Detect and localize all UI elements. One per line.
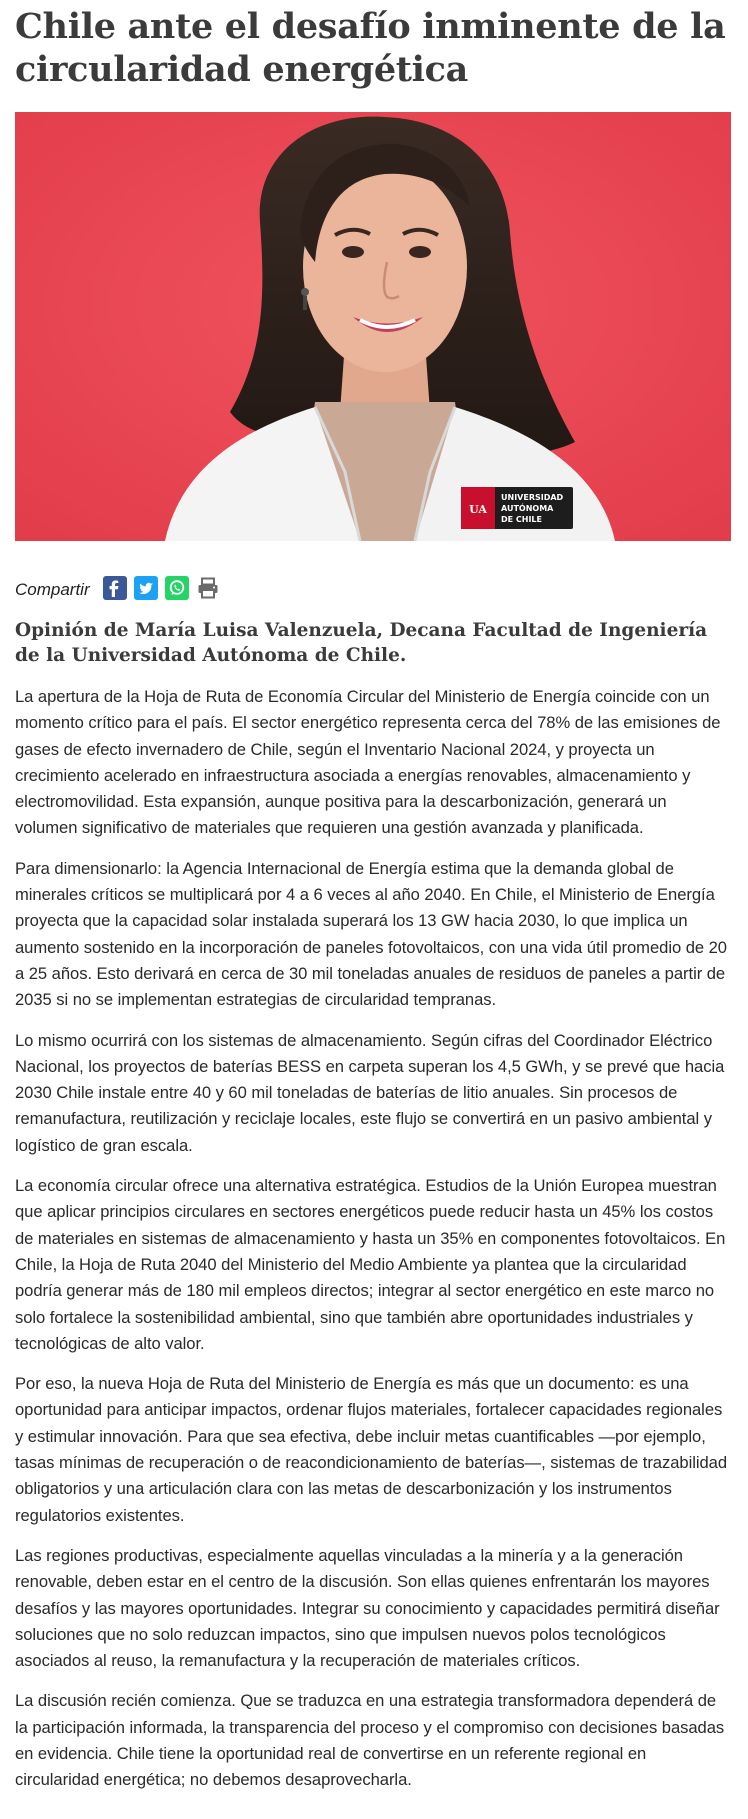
badge-logo: UA bbox=[469, 503, 487, 516]
whatsapp-icon[interactable] bbox=[165, 576, 189, 600]
share-label: Compartir bbox=[15, 580, 90, 599]
article bbox=[15, 0, 731, 1790]
badge-line-3: DE CHILE bbox=[501, 515, 542, 524]
paragraph: Por eso, la nueva Hoja de Ruta del Ministerio de Energía es más que un documento: es una oportunidad para anticipar impactos, ordenar flujos materiales, fortalecer capacidades regionales y estimular innovación. Para que sea efectiva, debe incluir metas cuantificables —por ejemplo, tasas mínimas de recuperación o de reacondicionamiento de baterías—, sistemas de trazabilidad obligatorios y una articulación clara con las metas de descarbonización y los instrumentos regulatorios existentes. bbox=[15, 1374, 728, 1525]
paragraph: Las regiones productivas, especialmente aquellas vinculadas a la minería y a la generación renovable, deben estar en el centro de la discusión. Son ellas quienes enfrentarán los mayores desafíos y las mayores oportunidades. Integrar su conocimiento y capacidades permitirá diseñar soluciones que no solo reduzcan impactos, sino que impulsen nuevos polos tecnológicos asociados al reuso, la remanufactura y la recuperación de materiales críticos. bbox=[15, 1545, 720, 1671]
paragraph: Para dimensionarlo: la Agencia Internacional de Energía estima que la demanda global de minerales críticos se multiplicará por 4 a 6 veces al año 2040. En Chile, el Ministerio de Energía proyecta que la capacidad solar instalada superará los 13 GW hacia 2030, lo que implica un aumento sostenido en la incorporación de paneles fotovoltaicos, con una vida útil promedio de 20 a 25 años. Esto derivará en cerca de 30 mil toneladas anuales de residuos de paneles a partir de 2035 si no se implementan estrategias de circularidad tempranas. bbox=[15, 858, 727, 1010]
article-title: Chile ante el desafío inminente de la circularidad energética bbox=[15, 6, 726, 90]
university-badge bbox=[461, 487, 573, 529]
print-icon[interactable] bbox=[196, 576, 220, 600]
article-body bbox=[15, 684, 731, 1808]
paragraph: La discusión recién comienza. Que se traduzca en una estrategia transformadora dependerá de la participación informada, la transparencia del proceso y el compromiso con decisiones basadas en evidencia. Chile tiene la oportunidad real de convertirse en un referente regional en circularidad energética; no debemos desaprovecharla. bbox=[15, 1691, 725, 1790]
twitter-icon[interactable] bbox=[134, 576, 158, 600]
facebook-icon[interactable] bbox=[103, 576, 127, 600]
badge-line-1: UNIVERSIDAD bbox=[501, 493, 564, 502]
badge-line-2: AUTÓNOMA bbox=[501, 504, 554, 513]
share-bar bbox=[15, 573, 220, 603]
paragraph: La economía circular ofrece una alternativa estratégica. Estudios de la Unión Europea muestran que aplicar principios circulares en sectores energéticos puede reducir hasta un 45% los costos de materiales en sistemas de almacenamiento y hasta un 35% en componentes fotovoltaicos. En Chile, la Hoja de Ruta 2040 del Ministerio del Medio Ambiente ya plantea que la circularidad podría generar más de 180 mil empleos directos; integrar al sector energético en este marco no solo fortalece la sostenibilidad ambiental, sino que también abre oportunidades industriales y tecnológicas de alto valor. bbox=[15, 1176, 726, 1353]
paragraph: La apertura de la Hoja de Ruta de Economía Circular del Ministerio de Energía coincide con un momento crítico para el país. El sector energético representa cerca del 78% de las emisiones de gases de efecto invernadero de Chile, según el Inventario Nacional 2024, y proyecta un crecimiento acelerado en infraestructura asociada a energías renovables, almacenamiento y electromovilidad. Esta expansión, aunque positiva para la descarbonización, generará un volumen significativo de materiales que requieren una gestión avanzada y planificada. bbox=[15, 687, 721, 838]
paragraph: Lo mismo ocurrirá con los sistemas de almacenamiento. Según cifras del Coordinador Eléctrico Nacional, los proyectos de baterías BESS en carpeta superan los 4,5 GWh, y se prevé que hacia 2030 Chile instale entre 40 y 60 mil toneladas de baterías de litio anuales. Sin procesos de remanufactura, reutilización y reciclaje locales, este flujo se convertirá en un pasivo ambiental y logístico de gran escala. bbox=[15, 1030, 725, 1155]
hero-photo bbox=[15, 112, 731, 541]
article-byline: Opinión de María Luisa Valenzuela, Decana Facultad de Ingeniería de la Universidad Autónoma de Chile. bbox=[15, 620, 708, 666]
